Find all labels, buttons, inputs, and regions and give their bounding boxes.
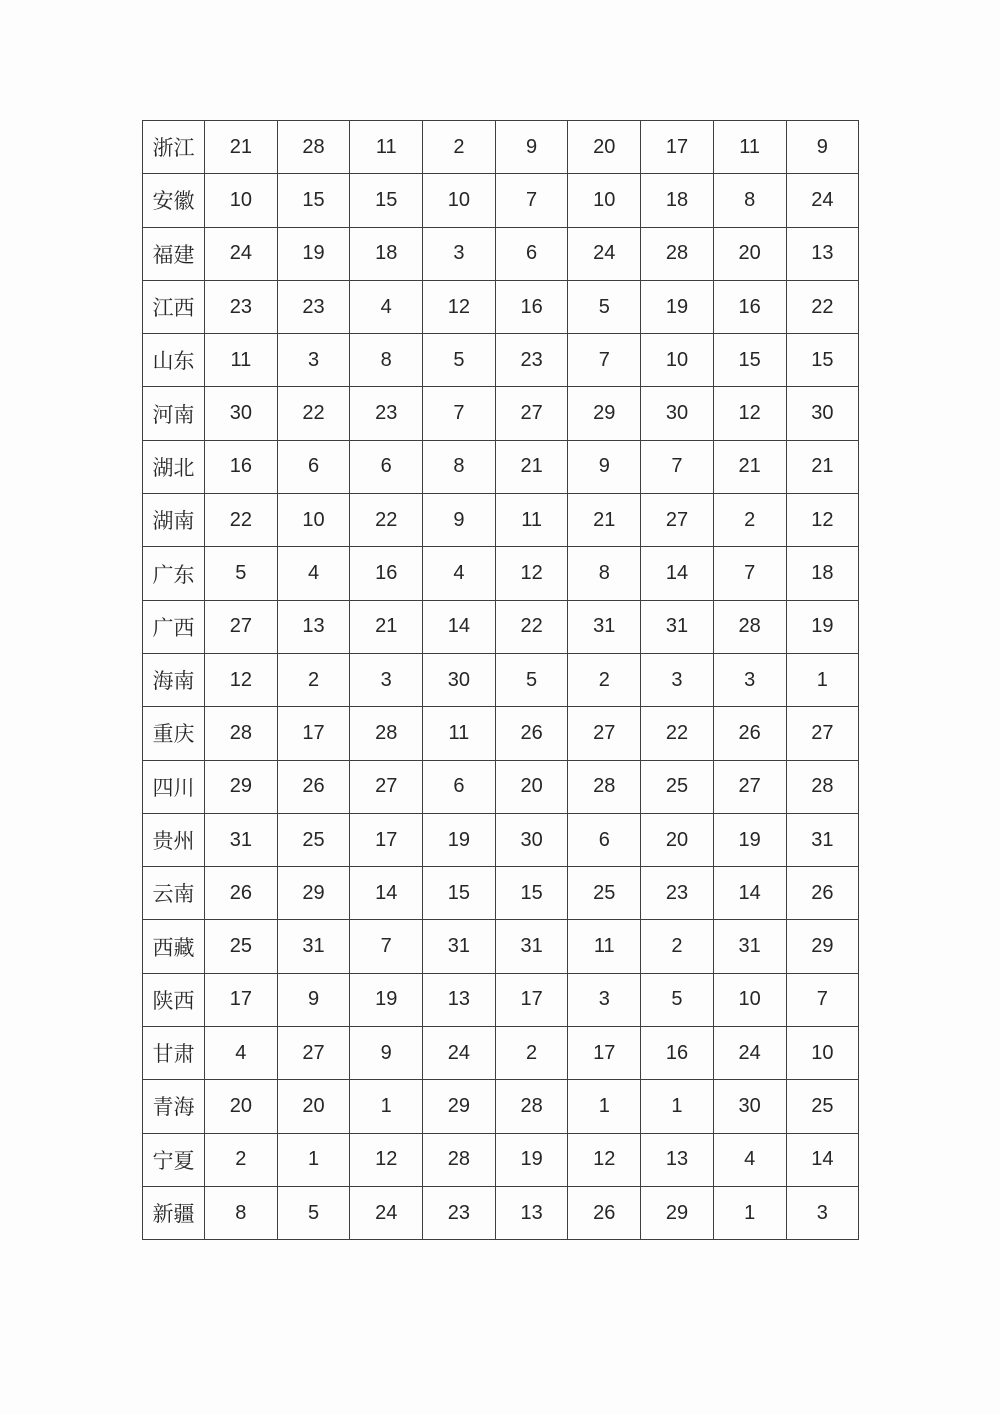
value-cell: 10 bbox=[568, 174, 641, 227]
value-cell: 2 bbox=[495, 1027, 568, 1080]
value-cell: 25 bbox=[205, 920, 278, 973]
value-cell: 20 bbox=[495, 760, 568, 813]
value-cell: 8 bbox=[423, 440, 496, 493]
value-cell: 11 bbox=[713, 121, 786, 174]
table-row bbox=[143, 227, 859, 280]
value-cell: 6 bbox=[423, 760, 496, 813]
value-cell: 30 bbox=[495, 813, 568, 866]
value-cell: 21 bbox=[495, 440, 568, 493]
value-cell: 3 bbox=[786, 1186, 859, 1239]
value-cell: 28 bbox=[350, 707, 423, 760]
value-cell: 20 bbox=[568, 121, 641, 174]
value-cell: 27 bbox=[641, 494, 714, 547]
value-cell: 30 bbox=[641, 387, 714, 440]
value-cell: 20 bbox=[713, 227, 786, 280]
value-cell: 11 bbox=[423, 707, 496, 760]
province-cell: 湖南 bbox=[143, 494, 205, 547]
value-cell: 24 bbox=[786, 174, 859, 227]
value-cell: 24 bbox=[205, 227, 278, 280]
value-cell: 25 bbox=[568, 867, 641, 920]
value-cell: 4 bbox=[423, 547, 496, 600]
value-cell: 4 bbox=[713, 1133, 786, 1186]
value-cell: 28 bbox=[786, 760, 859, 813]
value-cell: 7 bbox=[568, 334, 641, 387]
value-cell: 29 bbox=[423, 1080, 496, 1133]
value-cell: 5 bbox=[423, 334, 496, 387]
table-row bbox=[143, 760, 859, 813]
value-cell: 10 bbox=[205, 174, 278, 227]
value-cell: 21 bbox=[350, 600, 423, 653]
value-cell: 13 bbox=[641, 1133, 714, 1186]
value-cell: 23 bbox=[350, 387, 423, 440]
province-cell: 宁夏 bbox=[143, 1133, 205, 1186]
value-cell: 21 bbox=[713, 440, 786, 493]
value-cell: 9 bbox=[350, 1027, 423, 1080]
value-cell: 7 bbox=[786, 973, 859, 1026]
value-cell: 7 bbox=[713, 547, 786, 600]
value-cell: 27 bbox=[713, 760, 786, 813]
table-row bbox=[143, 494, 859, 547]
value-cell: 28 bbox=[641, 227, 714, 280]
value-cell: 13 bbox=[277, 600, 350, 653]
value-cell: 28 bbox=[277, 121, 350, 174]
table-row bbox=[143, 1027, 859, 1080]
value-cell: 26 bbox=[713, 707, 786, 760]
value-cell: 25 bbox=[277, 813, 350, 866]
value-cell: 29 bbox=[641, 1186, 714, 1239]
value-cell: 8 bbox=[568, 547, 641, 600]
value-cell: 25 bbox=[786, 1080, 859, 1133]
value-cell: 31 bbox=[205, 813, 278, 866]
value-cell: 14 bbox=[350, 867, 423, 920]
value-cell: 11 bbox=[350, 121, 423, 174]
value-cell: 19 bbox=[350, 973, 423, 1026]
value-cell: 22 bbox=[205, 494, 278, 547]
province-cell: 四川 bbox=[143, 760, 205, 813]
value-cell: 3 bbox=[568, 973, 641, 1026]
value-cell: 6 bbox=[277, 440, 350, 493]
value-cell: 21 bbox=[205, 121, 278, 174]
value-cell: 10 bbox=[423, 174, 496, 227]
province-cell: 西藏 bbox=[143, 920, 205, 973]
table-row bbox=[143, 387, 859, 440]
value-cell: 14 bbox=[713, 867, 786, 920]
value-cell: 17 bbox=[641, 121, 714, 174]
value-cell: 26 bbox=[786, 867, 859, 920]
value-cell: 22 bbox=[641, 707, 714, 760]
value-cell: 29 bbox=[205, 760, 278, 813]
province-cell: 广西 bbox=[143, 600, 205, 653]
value-cell: 15 bbox=[277, 174, 350, 227]
value-cell: 7 bbox=[495, 174, 568, 227]
value-cell: 19 bbox=[713, 813, 786, 866]
value-cell: 10 bbox=[713, 973, 786, 1026]
value-cell: 31 bbox=[786, 813, 859, 866]
value-cell: 1 bbox=[568, 1080, 641, 1133]
province-cell: 重庆 bbox=[143, 707, 205, 760]
value-cell: 14 bbox=[786, 1133, 859, 1186]
value-cell: 29 bbox=[277, 867, 350, 920]
value-cell: 15 bbox=[423, 867, 496, 920]
value-cell: 1 bbox=[786, 653, 859, 706]
province-data-table bbox=[142, 120, 859, 1240]
value-cell: 3 bbox=[641, 653, 714, 706]
value-cell: 2 bbox=[568, 653, 641, 706]
value-cell: 17 bbox=[205, 973, 278, 1026]
value-cell: 28 bbox=[713, 600, 786, 653]
value-cell: 3 bbox=[423, 227, 496, 280]
value-cell: 12 bbox=[495, 547, 568, 600]
value-cell: 11 bbox=[495, 494, 568, 547]
province-cell: 陕西 bbox=[143, 973, 205, 1026]
province-cell: 福建 bbox=[143, 227, 205, 280]
value-cell: 14 bbox=[641, 547, 714, 600]
value-cell: 12 bbox=[713, 387, 786, 440]
value-cell: 8 bbox=[713, 174, 786, 227]
value-cell: 6 bbox=[350, 440, 423, 493]
value-cell: 12 bbox=[205, 653, 278, 706]
value-cell: 20 bbox=[205, 1080, 278, 1133]
table-row bbox=[143, 920, 859, 973]
value-cell: 2 bbox=[277, 653, 350, 706]
value-cell: 2 bbox=[205, 1133, 278, 1186]
value-cell: 26 bbox=[205, 867, 278, 920]
value-cell: 9 bbox=[423, 494, 496, 547]
value-cell: 5 bbox=[641, 973, 714, 1026]
value-cell: 19 bbox=[786, 600, 859, 653]
value-cell: 27 bbox=[568, 707, 641, 760]
value-cell: 9 bbox=[495, 121, 568, 174]
table-row bbox=[143, 973, 859, 1026]
value-cell: 15 bbox=[713, 334, 786, 387]
value-cell: 10 bbox=[641, 334, 714, 387]
value-cell: 20 bbox=[641, 813, 714, 866]
value-cell: 5 bbox=[277, 1186, 350, 1239]
value-cell: 8 bbox=[350, 334, 423, 387]
value-cell: 25 bbox=[641, 760, 714, 813]
value-cell: 27 bbox=[495, 387, 568, 440]
value-cell: 16 bbox=[495, 280, 568, 333]
value-cell: 29 bbox=[568, 387, 641, 440]
value-cell: 1 bbox=[350, 1080, 423, 1133]
value-cell: 16 bbox=[350, 547, 423, 600]
value-cell: 12 bbox=[350, 1133, 423, 1186]
value-cell: 11 bbox=[205, 334, 278, 387]
table-row bbox=[143, 334, 859, 387]
province-cell: 甘肃 bbox=[143, 1027, 205, 1080]
province-cell: 新疆 bbox=[143, 1186, 205, 1239]
value-cell: 31 bbox=[641, 600, 714, 653]
value-cell: 19 bbox=[423, 813, 496, 866]
province-cell: 青海 bbox=[143, 1080, 205, 1133]
table-body bbox=[143, 121, 859, 1240]
value-cell: 4 bbox=[205, 1027, 278, 1080]
value-cell: 12 bbox=[423, 280, 496, 333]
value-cell: 27 bbox=[350, 760, 423, 813]
value-cell: 2 bbox=[713, 494, 786, 547]
value-cell: 27 bbox=[205, 600, 278, 653]
province-cell: 贵州 bbox=[143, 813, 205, 866]
value-cell: 31 bbox=[423, 920, 496, 973]
value-cell: 17 bbox=[568, 1027, 641, 1080]
value-cell: 13 bbox=[423, 973, 496, 1026]
value-cell: 11 bbox=[568, 920, 641, 973]
value-cell: 23 bbox=[495, 334, 568, 387]
province-cell: 浙江 bbox=[143, 121, 205, 174]
value-cell: 10 bbox=[786, 1027, 859, 1080]
value-cell: 26 bbox=[568, 1186, 641, 1239]
value-cell: 28 bbox=[205, 707, 278, 760]
value-cell: 9 bbox=[786, 121, 859, 174]
value-cell: 26 bbox=[277, 760, 350, 813]
value-cell: 23 bbox=[423, 1186, 496, 1239]
value-cell: 30 bbox=[786, 387, 859, 440]
province-cell: 云南 bbox=[143, 867, 205, 920]
value-cell: 30 bbox=[713, 1080, 786, 1133]
value-cell: 15 bbox=[786, 334, 859, 387]
value-cell: 28 bbox=[423, 1133, 496, 1186]
value-cell: 22 bbox=[350, 494, 423, 547]
table-row bbox=[143, 600, 859, 653]
value-cell: 1 bbox=[277, 1133, 350, 1186]
value-cell: 29 bbox=[786, 920, 859, 973]
table-row bbox=[143, 440, 859, 493]
value-cell: 26 bbox=[495, 707, 568, 760]
value-cell: 22 bbox=[495, 600, 568, 653]
value-cell: 16 bbox=[205, 440, 278, 493]
value-cell: 24 bbox=[350, 1186, 423, 1239]
value-cell: 30 bbox=[423, 653, 496, 706]
value-cell: 10 bbox=[277, 494, 350, 547]
value-cell: 18 bbox=[786, 547, 859, 600]
value-cell: 7 bbox=[350, 920, 423, 973]
table-row bbox=[143, 1186, 859, 1239]
value-cell: 5 bbox=[568, 280, 641, 333]
value-cell: 9 bbox=[568, 440, 641, 493]
value-cell: 23 bbox=[641, 867, 714, 920]
value-cell: 8 bbox=[205, 1186, 278, 1239]
province-cell: 广东 bbox=[143, 547, 205, 600]
value-cell: 22 bbox=[277, 387, 350, 440]
value-cell: 15 bbox=[350, 174, 423, 227]
value-cell: 19 bbox=[641, 280, 714, 333]
value-cell: 14 bbox=[423, 600, 496, 653]
value-cell: 4 bbox=[350, 280, 423, 333]
province-cell: 河南 bbox=[143, 387, 205, 440]
value-cell: 17 bbox=[495, 973, 568, 1026]
value-cell: 2 bbox=[641, 920, 714, 973]
value-cell: 22 bbox=[786, 280, 859, 333]
value-cell: 30 bbox=[205, 387, 278, 440]
value-cell: 23 bbox=[277, 280, 350, 333]
value-cell: 18 bbox=[350, 227, 423, 280]
value-cell: 13 bbox=[495, 1186, 568, 1239]
value-cell: 20 bbox=[277, 1080, 350, 1133]
value-cell: 1 bbox=[641, 1080, 714, 1133]
value-cell: 2 bbox=[423, 121, 496, 174]
value-cell: 9 bbox=[277, 973, 350, 1026]
value-cell: 7 bbox=[423, 387, 496, 440]
value-cell: 6 bbox=[568, 813, 641, 866]
table-row bbox=[143, 867, 859, 920]
table-row bbox=[143, 813, 859, 866]
province-cell: 江西 bbox=[143, 280, 205, 333]
value-cell: 31 bbox=[277, 920, 350, 973]
value-cell: 23 bbox=[205, 280, 278, 333]
table-row bbox=[143, 280, 859, 333]
value-cell: 21 bbox=[568, 494, 641, 547]
value-cell: 28 bbox=[568, 760, 641, 813]
value-cell: 24 bbox=[423, 1027, 496, 1080]
value-cell: 31 bbox=[568, 600, 641, 653]
value-cell: 13 bbox=[786, 227, 859, 280]
value-cell: 5 bbox=[495, 653, 568, 706]
value-cell: 7 bbox=[641, 440, 714, 493]
table-row bbox=[143, 121, 859, 174]
province-cell: 湖北 bbox=[143, 440, 205, 493]
value-cell: 21 bbox=[786, 440, 859, 493]
table-row bbox=[143, 1133, 859, 1186]
value-cell: 4 bbox=[277, 547, 350, 600]
value-cell: 6 bbox=[495, 227, 568, 280]
table-row bbox=[143, 174, 859, 227]
province-cell: 安徽 bbox=[143, 174, 205, 227]
value-cell: 3 bbox=[350, 653, 423, 706]
value-cell: 12 bbox=[786, 494, 859, 547]
value-cell: 16 bbox=[641, 1027, 714, 1080]
value-cell: 31 bbox=[495, 920, 568, 973]
value-cell: 3 bbox=[277, 334, 350, 387]
province-cell: 海南 bbox=[143, 653, 205, 706]
value-cell: 5 bbox=[205, 547, 278, 600]
table-row bbox=[143, 547, 859, 600]
table-row bbox=[143, 1080, 859, 1133]
value-cell: 19 bbox=[277, 227, 350, 280]
table-row bbox=[143, 653, 859, 706]
value-cell: 15 bbox=[495, 867, 568, 920]
value-cell: 24 bbox=[568, 227, 641, 280]
value-cell: 27 bbox=[277, 1027, 350, 1080]
value-cell: 24 bbox=[713, 1027, 786, 1080]
value-cell: 3 bbox=[713, 653, 786, 706]
value-cell: 18 bbox=[641, 174, 714, 227]
value-cell: 1 bbox=[713, 1186, 786, 1239]
value-cell: 16 bbox=[713, 280, 786, 333]
value-cell: 17 bbox=[277, 707, 350, 760]
value-cell: 31 bbox=[713, 920, 786, 973]
value-cell: 12 bbox=[568, 1133, 641, 1186]
value-cell: 27 bbox=[786, 707, 859, 760]
value-cell: 28 bbox=[495, 1080, 568, 1133]
province-cell: 山东 bbox=[143, 334, 205, 387]
value-cell: 19 bbox=[495, 1133, 568, 1186]
value-cell: 17 bbox=[350, 813, 423, 866]
table-row bbox=[143, 707, 859, 760]
